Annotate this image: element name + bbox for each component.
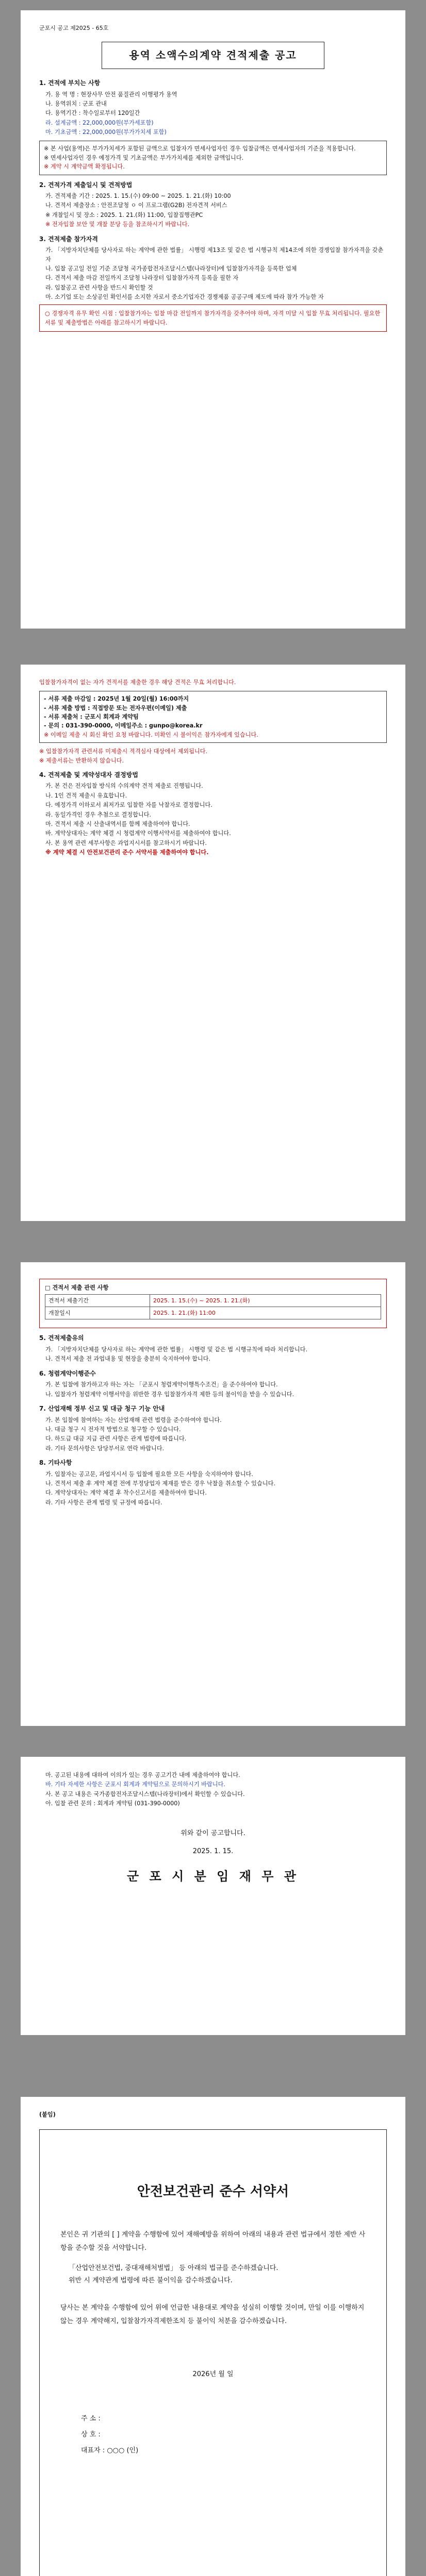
p2-bullet: - 서류 제출처 : 군포시 회계과 계약팀	[44, 714, 139, 721]
s5-item: 나. 견적서 제출 전 과업내용 및 현장을 충분히 숙지하여야 합니다.	[45, 1355, 211, 1363]
pledge-title: 안전보건관리 준수 서약서	[137, 2184, 289, 2200]
table-row	[45, 1307, 381, 1319]
p2-red-line: ※ 입찰참가자격 관련서류 미제출시 적격심사 대상에서 제외됩니다.	[39, 748, 208, 755]
s3-item: 가. 「지방자치단체를 당사자로 하는 계약에 관한 법률」 시행령 제13조 및 같은 법 시행규칙 제14조에 의한 경쟁입찰 참가자격을 갖춘 자	[45, 247, 384, 263]
s3-item: 나. 입찰 공고일 전일 기준 조달청 국가종합전자조달시스템(나라장터)에 입찰참가자격을 등록한 업체	[45, 265, 297, 272]
table-cell: 2025. 1. 21.(화) 11:00	[150, 1307, 381, 1319]
p2-bullet: - 서류 제출 마감일 : 2025년 1월 20일(월) 16:00까지	[44, 696, 189, 703]
s1-note: ※ 계약 시 계약금액 확정됩니다.	[44, 163, 125, 171]
representative-label: 대표자 : ○○○ (인)	[81, 2447, 139, 2455]
s7-item: 다. 하도급 대금 지급 관련 사항은 관계 법령에 따릅니다.	[45, 1435, 187, 1443]
s6-item: 가. 본 입찰에 참가하고자 하는 자는 「군포시 청렴계약이행특수조건」을 준수하여야 합니다.	[45, 1381, 278, 1388]
s1-note: ※ 본 사업(용역)은 부가가치세가 포함된 금액으로 입찰자가 면세사업자인 경우 입찰금액은 면세사업자의 기준을 적용합니다.	[44, 145, 356, 152]
p2-bullet: - 문의 : 031-390-0000, 이메일주소 : gunpo@korea.kr	[44, 722, 203, 730]
section-6-title: 6. 청렴계약이행준수	[39, 1369, 96, 1377]
s1-item: 마. 기초금액 : 22,000,000원(부가가치세 포함)	[45, 129, 167, 136]
page-4	[21, 1757, 405, 2035]
attachment-tag: (붙임)	[39, 2111, 56, 2118]
page-5	[21, 2097, 405, 2576]
company-label: 상 호 :	[81, 2431, 101, 2439]
p2-bullet-note: ※ 이메일 제출 시 회신 확인 요청 바랍니다. 미확인 시 불이익은 참가자에게 있습니다.	[44, 731, 258, 738]
notice-date: 2025. 1. 15.	[192, 1847, 234, 1855]
s1-item: 나. 용역위치 : 군포 관내	[45, 100, 107, 107]
s1-note-box	[39, 141, 387, 175]
table-cell: 개찰일시	[45, 1307, 150, 1319]
pledge-list-item: 「산업안전보건법, 중대재해처벌법」 등 아래의 법규를 준수하겠습니다.	[69, 2264, 278, 2272]
page-1	[21, 10, 405, 629]
address-label: 주 소 :	[81, 2415, 101, 2423]
p3-schedule-table	[45, 1294, 381, 1319]
s2-item: 나. 견적서 제출장소 : 안전조달청 ㅇ 이 프로그램(G2B) 전자견적 서비스	[45, 202, 227, 209]
s7-item: 나. 대금 청구 시 전자적 방법으로 청구할 수 있습니다.	[45, 1426, 181, 1433]
issuing-organization: 군 포 시 분 임 재 무 관	[127, 1869, 299, 1884]
closing-text: 위와 같이 공고합니다.	[181, 1829, 245, 1838]
s4-item: 마. 견적서 제출 시 산출내역서를 함께 제출하여야 합니다.	[45, 820, 190, 827]
section-7-title: 7. 산업재해 정부 신고 및 대금 청구 기능 안내	[39, 1405, 165, 1413]
section-1-title: 1. 견적에 부치는 사항	[39, 79, 101, 87]
s1-item: 가. 용 역 명 : 현장사무 안전 품질관리 이행평가 용역	[45, 91, 177, 98]
table-cell: 견적서 제출기간	[45, 1295, 150, 1307]
s4-red-note: ※ 계약 체결 시 안전보건관리 준수 서약서를 제출하여야 합니다.	[45, 849, 209, 856]
page-2	[21, 665, 405, 1221]
section-4-title: 4. 견적제출 및 계약성대자 결정방법	[39, 771, 138, 778]
s1-item: 다. 용역기간 : 착수일로부터 120일간	[45, 110, 140, 117]
p4-line: 사. 본 공고 내용은 국가종합전자조달시스템(나라장터)에서 확인할 수 있습니다.	[45, 1790, 245, 1798]
pledge-date: 2026년 월 일	[192, 2370, 234, 2378]
s4-item: 나. 1인 견적 제출시 유효합니다.	[45, 792, 127, 799]
s3-item: 라. 입찰공고 관련 사항을 반드시 확인할 것	[45, 284, 153, 291]
pledge-frame	[39, 2129, 387, 2576]
section-2-title: 2. 견적가격 제출일시 및 견적방법	[39, 181, 133, 189]
s8-item: 다. 계약상대자는 계약 체결 후 착수신고서를 제출하여야 합니다.	[45, 1489, 207, 1497]
s8-item: 나. 견적서 제출 후 계약 체결 전에 부정당업자 제재를 받은 경우 낙찰을 취소할 수 있습니다.	[45, 1480, 275, 1487]
s4-item: 바. 계약상대자는 계약 체결 시 청렴계약 이행서약서를 제출하여야 합니다.	[45, 830, 231, 837]
document-number: 군포시 공고 제2025 - 65호	[39, 25, 109, 31]
table-cell: 2025. 1. 15.(수) ~ 2025. 1. 21.(화)	[150, 1295, 381, 1307]
s7-item: 가. 본 입찰에 참여하는 자는 산업재해 관련 법령을 준수하여야 합니다.	[45, 1416, 222, 1423]
s1-note: ※ 면세사업자인 경우 예정가격 및 기초금액은 부가가치세를 제외한 금액입니다.	[44, 154, 244, 161]
p4-line: 마. 공고된 내용에 대하여 이의가 있는 경우 공고기간 내에 제출하여야 합니다.	[45, 1772, 240, 1778]
section-8-title: 8. 기타사항	[39, 1459, 72, 1467]
notice-title: 용역 소액수의계약 견적제출 공고	[102, 42, 324, 69]
pledge-body-2: 당사는 본 계약을 수행함에 있어 위에 언급한 내용대로 계약을 성실히 이행할 것이며, 만일 이를 이행하지 않는 경우 계약해지, 입찰참가자격제한조치 등 불이익 처분을 감수하겠습니다.	[60, 2303, 365, 2325]
p4-line: 아. 입찰 관련 문의 : 회계과 계약팀 (031-390-0000)	[45, 1800, 180, 1807]
s4-item: 사. 본 용역 관련 세부사항은 과업지시서를 참고하시기 바랍니다.	[45, 839, 207, 846]
p4-line: 바. 기타 자세한 사항은 군포시 회계과 계약팀으로 문의하시기 바랍니다.	[45, 1781, 225, 1788]
s5-item: 가. 「지방자치단체를 당사자로 하는 계약에 관한 법률」 시행령 및 같은 법 시행규칙에 따라 처리합니다.	[45, 1346, 308, 1353]
s3-item: 마. 소기업 또는 소상공인 확인서를 소지한 자로서 중소기업자간 경쟁제품 공공구매 제도에 따라 참가 가능한 자	[45, 293, 324, 300]
s3-item: 다. 견적서 제출 마감 전일까지 조달청 나라장터 입찰참가자격 등록을 필한 자	[45, 275, 239, 282]
p3-box-title: □ 견적서 제출 관련 사항	[45, 1284, 109, 1291]
table-row	[45, 1295, 381, 1307]
s8-item: 가. 입찰자는 공고문, 과업지시서 등 입찰에 필요한 모든 사항을 숙지하여야 합니다.	[45, 1470, 253, 1478]
s3-red-notice: ○ 경쟁자격 유무 확인 시점 : 입찰참가자는 입찰 마감 전일까지 참가자격을 갖추어야 하며, 자격 미달 시 입찰 무효 처리됩니다. 필요한 서류 및 제출방법은 아래를 참고하시기 바랍니다.	[39, 304, 387, 332]
s4-item: 라. 동일가격인 경우 추첨으로 결정합니다.	[45, 811, 152, 818]
s4-item: 다. 예정가격 이하로서 최저가로 입찰한 자를 낙찰자로 결정합니다.	[45, 802, 212, 809]
pledge-body-1: 본인은 귀 기관의 [ ] 계약을 수행함에 있어 재해예방을 위하여 아래의 내용과 관련 법규에서 정한 제반 사항을 준수할 것을 서약합니다.	[60, 2230, 366, 2252]
p2-bullet: - 서류 제출 방법 : 직접방문 또는 전자우편(이메일) 제출	[44, 704, 187, 711]
s2-note: ※ 전자입찰 보안 및 개찰 분당 등을 참조하시기 바랍니다.	[45, 221, 190, 228]
section-5-title: 5. 견적제출유의	[39, 1334, 84, 1342]
section-3-title: 3. 견적제출 참가자격	[39, 235, 99, 243]
s4-item: 가. 본 건은 전자입찰 방식의 수의계약 견적 제출로 진행됩니다.	[45, 783, 203, 790]
page-3	[21, 1262, 405, 1726]
s6-item: 나. 입찰자가 청렴계약 이행서약을 위반한 경우 입찰참가자격 제한 등의 불이익을 받을 수 있습니다.	[45, 1391, 294, 1398]
p3-submission-box	[39, 1279, 387, 1328]
p2-red-line: ※ 제출서류는 반환하지 않습니다.	[39, 757, 124, 764]
s2-item: ※ 개찰일시 및 장소 : 2025. 1. 21.(화) 11:00, 입찰집행관PC	[45, 211, 203, 218]
s8-item: 라. 기타 사항은 관계 법령 및 규정에 따릅니다.	[45, 1499, 162, 1506]
s2-item: 가. 견적제출 기간 : 2025. 1. 15.(수) 09:00 ~ 2025. 1. 21.(화) 10:00	[45, 193, 231, 200]
pledge-list-item: 위반 시 계약관계 법령에 따른 불이익을 감수하겠습니다.	[69, 2276, 233, 2284]
s1-item: 라. 설계금액 : 22,000,000원(부가세포함)	[45, 119, 154, 126]
p2-top-note: 입찰참가자격이 없는 자가 견적서를 제출한 경우 해당 견적은 무효 처리합니다.	[39, 679, 236, 686]
p2-submission-box	[39, 691, 387, 743]
s7-item: 라. 기타 문의사항은 담당부서로 연락 바랍니다.	[45, 1445, 165, 1452]
